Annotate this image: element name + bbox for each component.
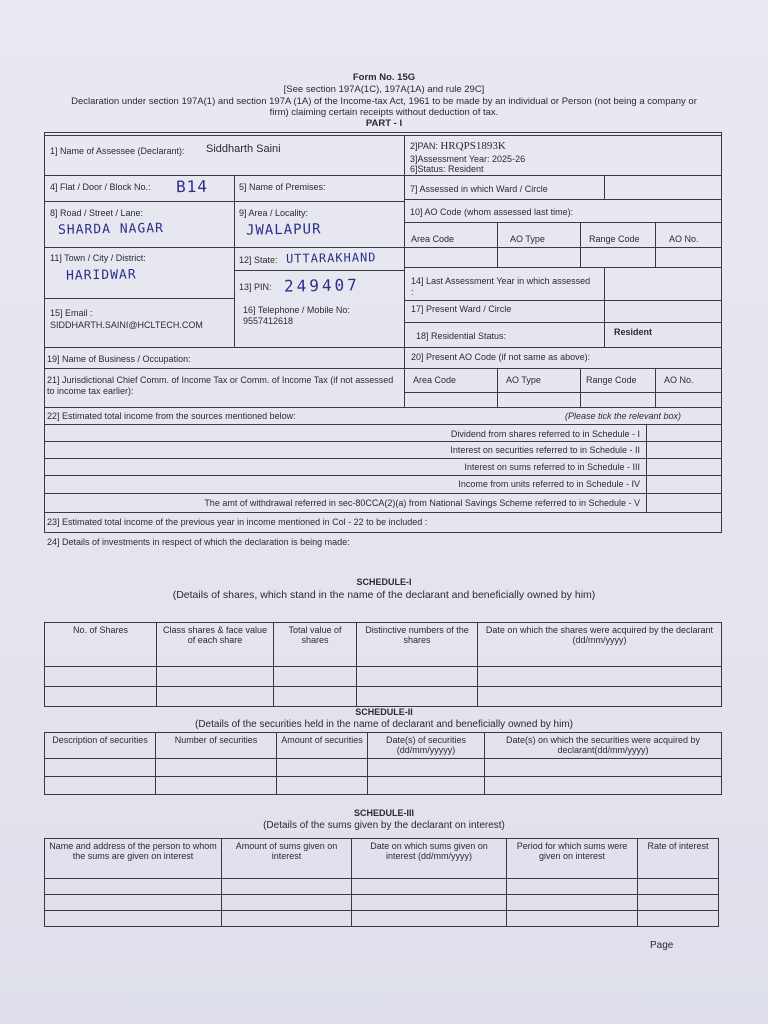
state-label: 12] State: — [239, 255, 278, 265]
pan-label-text: 2]PAN: — [410, 141, 438, 151]
business-occupation-label: 19] Name of Business / Occupation: — [47, 354, 191, 364]
schedule-3-cell — [222, 879, 352, 895]
assessed-ward-label: 7] Assessed in which Ward / Circle — [410, 184, 548, 194]
schedule-1-cell — [357, 687, 478, 707]
investment-details-label: 24] Details of investments in respect of which the declaration is being made: — [47, 537, 350, 547]
schedule-1-col-no-of-shares: No. of Shares — [45, 623, 157, 667]
status-field: 6]Status: Resident — [410, 164, 484, 174]
schedule-2-cell — [368, 777, 485, 795]
schedule-1-col-class-face-value: Class shares & face value of each share — [157, 623, 274, 667]
tick-box-instruction: (Please tick the relevant box) — [565, 411, 682, 421]
schedule-1-cell — [357, 667, 478, 687]
previous-year-income-label: 23] Estimated total income of the previous year in income mentioned in Col - 22 to be included : — [47, 517, 428, 527]
schedule-3-col-period: Period for which sums were given on interest — [507, 839, 638, 879]
schedule-3-cell — [507, 879, 638, 895]
schedule-3-cell — [638, 879, 719, 895]
schedule-3-col-amount: Amount of sums given on interest — [222, 839, 352, 879]
schedule-2-col-description: Description of securities — [45, 733, 156, 759]
schedule-1-cell — [274, 687, 357, 707]
residential-status-value: Resident — [614, 327, 653, 337]
schedule-3-col-date-given: Date on which sums given on interest (dd/mm/yyyy) — [352, 839, 507, 879]
schedule-2-table — [44, 732, 722, 795]
flat-door-value: B14 — [175, 176, 209, 197]
schedule-3-cell — [45, 879, 222, 895]
pin-value: 249407 — [283, 275, 360, 296]
schedule-1-table — [44, 622, 722, 707]
schedule-3-table — [44, 838, 719, 927]
pan-label — [410, 141, 506, 152]
present-ao-code-label: 20] Present AO Code (if not same as above): — [411, 352, 591, 362]
schedule-2-col-acquired-date: Date(s) on which the securities were acquired by declarant(dd/mm/yyyy) — [485, 733, 722, 759]
schedule-3-cell — [222, 911, 352, 927]
schedule-2-subtitle: (Details of the securities held in the name of declarant and beneficially owned by him) — [195, 719, 573, 730]
income-source-units: Income from units referred to in Schedule - IV — [458, 479, 640, 489]
schedule-2-cell — [45, 759, 156, 777]
schedule-1-cell — [45, 667, 157, 687]
schedule-2-col-date-of-securities: Date(s) of securities (dd/mm/yyyyy) — [368, 733, 485, 759]
road-street-label: 8] Road / Street / Lane: — [50, 208, 144, 218]
schedule-1-cell — [478, 687, 722, 707]
schedule-3-cell — [222, 895, 352, 911]
town-city-value: HARIDWAR — [65, 267, 137, 284]
schedule-3-cell — [507, 911, 638, 927]
ao-number-header-2: AO No. — [664, 375, 694, 385]
schedule-1-col-total-value: Total value of shares — [274, 623, 357, 667]
town-city-label: 11] Town / City / District: — [50, 253, 146, 263]
schedule-1-col-distinctive-numbers: Distinctive numbers of the shares — [357, 623, 478, 667]
schedule-2-cell — [485, 759, 722, 777]
schedule-1-subtitle: (Details of shares, which stand in the name of the declarant and beneficially owned by him) — [172, 589, 596, 601]
page-footer-label: Page — [650, 940, 674, 951]
schedule-1-col-acquired-date: Date on which the shares were acquired by the declarant (dd/mm/yyyy) — [478, 623, 722, 667]
telephone-label: 16] Telephone / Mobile No: — [243, 305, 350, 315]
schedule-2-cell — [277, 777, 368, 795]
schedule-2-col-number: Number of securities — [156, 733, 277, 759]
flat-door-label: 4] Flat / Door / Block No.: — [50, 182, 151, 192]
form-number: Form No. 15G — [352, 72, 416, 83]
schedule-2-cell — [368, 759, 485, 777]
ao-number-header: AO No. — [669, 234, 699, 244]
schedule-3-subtitle: (Details of the sums given by the declarant on interest) — [263, 820, 505, 831]
schedule-3-cell — [352, 911, 507, 927]
schedule-3-cell — [638, 895, 719, 911]
pan-value: HRQPS1893K — [440, 140, 506, 152]
premises-label: 5] Name of Premises: — [239, 182, 326, 192]
income-source-dividend: Dividend from shares referred to in Schedule - I — [450, 429, 640, 439]
area-locality-label: 9] Area / Locality: — [239, 208, 309, 218]
schedule-2-col-amount: Amount of securities — [277, 733, 368, 759]
part-one-heading: PART - I — [365, 118, 403, 129]
email-label: 15] Email : — [50, 308, 93, 318]
ao-range-code-header-2: Range Code — [586, 375, 637, 385]
schedule-3-cell — [507, 895, 638, 911]
telephone-value: 9557412618 — [243, 316, 294, 326]
ao-area-code-header-2: Area Code — [413, 375, 457, 385]
assessee-name-label: 1] Name of Assessee (Declarant): — [50, 146, 185, 156]
schedule-2-title: SCHEDULE-II — [355, 707, 413, 717]
declaration-line-2: firm) claiming certain receipts without deduction of tax. — [269, 107, 499, 118]
schedule-3-title: SCHEDULE-III — [353, 808, 414, 818]
schedule-3-cell — [352, 895, 507, 911]
schedule-1-cell — [157, 687, 274, 707]
schedule-2-cell — [156, 759, 277, 777]
income-source-sums: Interest on sums referred to in Schedule - III — [464, 462, 640, 472]
estimated-income-label: 22] Estimated total income from the sources mentioned below: — [47, 411, 296, 421]
schedule-1-cell — [45, 687, 157, 707]
income-source-nss-withdrawal: The amt of withdrawal referred in sec-80CCA(2)(a) from National Savings Scheme referred to in Schedule - V — [204, 498, 640, 508]
area-locality-value: JWALAPUR — [245, 221, 322, 239]
ao-area-code-header: Area Code — [411, 234, 455, 244]
present-ward-label: 17] Present Ward / Circle — [411, 304, 512, 314]
schedule-2-cell — [156, 777, 277, 795]
schedule-3-cell — [352, 879, 507, 895]
ao-type-header: AO Type — [510, 234, 545, 244]
schedule-1-cell — [157, 667, 274, 687]
schedule-3-col-rate: Rate of interest — [638, 839, 719, 879]
pin-label: 13] PIN: — [239, 282, 272, 292]
ao-code-label: 10] AO Code (whom assessed last time): — [410, 207, 574, 217]
form-section-reference: [See section 197A(1C), 197A(1A) and rule 29C] — [283, 84, 485, 95]
schedule-3-cell — [45, 911, 222, 927]
assessee-name-value: Siddharth Saini — [206, 143, 281, 155]
assessment-year: 3]Assessment Year: 2025-26 — [410, 154, 526, 164]
residential-status-label: 18] Residential Status: — [416, 331, 507, 341]
schedule-2-cell — [277, 759, 368, 777]
last-assessment-year-label: 14] Last Assessment Year in which assessed : — [411, 276, 591, 297]
schedule-3-cell — [45, 895, 222, 911]
ao-range-code-header: Range Code — [589, 234, 640, 244]
jurisdictional-commissioner-label: 21] Jurisdictional Chief Comm. of Income Tax or Comm. of Income Tax (if not assessed to income tax earlier): — [47, 375, 394, 396]
ao-type-header-2: AO Type — [506, 375, 541, 385]
schedule-2-cell — [45, 777, 156, 795]
schedule-1-title: SCHEDULE-I — [356, 577, 412, 587]
schedule-3-col-name-address: Name and address of the person to whom the sums are given on interest — [45, 839, 222, 879]
schedule-3-cell — [638, 911, 719, 927]
schedule-1-cell — [274, 667, 357, 687]
schedule-2-cell — [485, 777, 722, 795]
schedule-1-cell — [478, 667, 722, 687]
email-value: SIDDHARTH.SAINI@HCLTECH.COM — [50, 320, 203, 330]
declaration-line-1: Declaration under section 197A(1) and section 197A (1A) of the Income-tax Act, 1961 to be made by an individual or Person (not being a company or — [71, 96, 697, 107]
state-value: UTTARAKHAND — [285, 250, 377, 266]
income-source-securities: Interest on securities referred to in Schedule - II — [450, 445, 640, 455]
road-street-value: SHARDA NAGAR — [57, 221, 165, 238]
